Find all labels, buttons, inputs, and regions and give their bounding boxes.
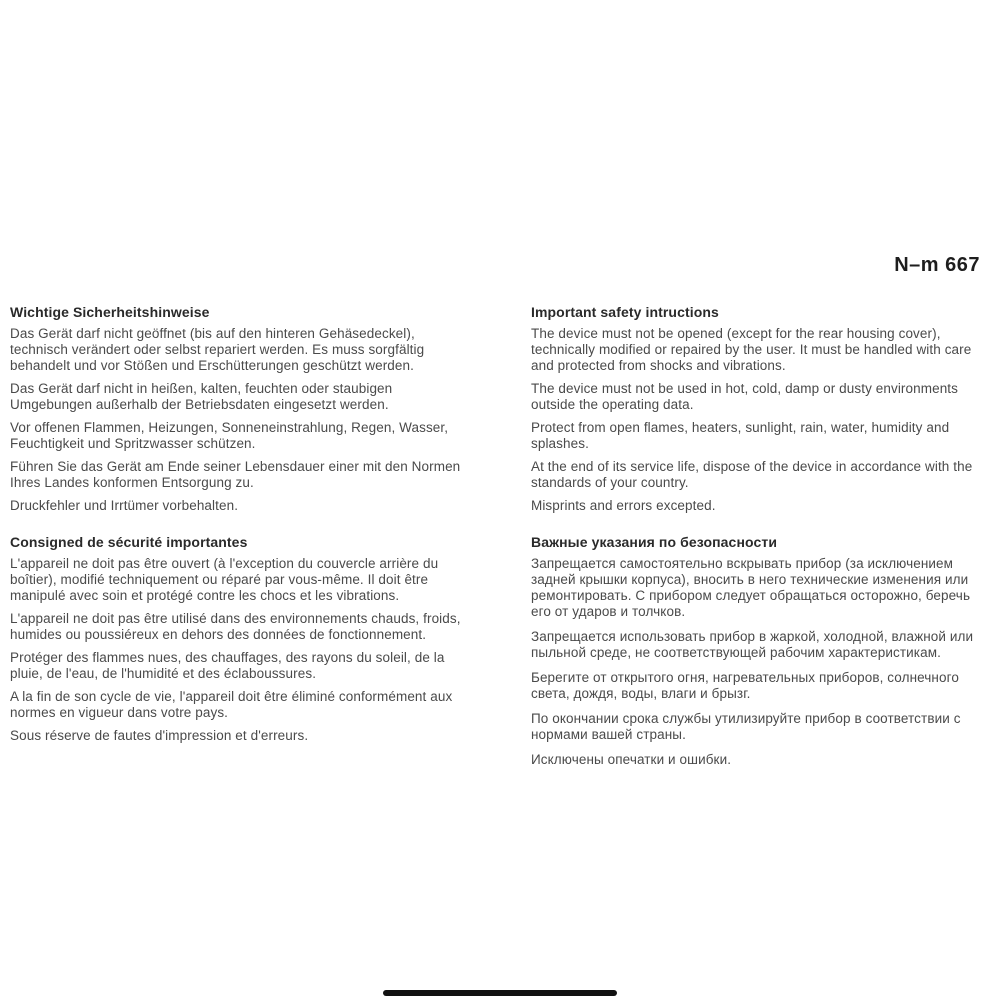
- russian-paragraph: Берегите от открытого огня, нагревательных приборов, солнечного света, дождя, воды, влаги и брызг.: [530, 670, 959, 701]
- german-paragraph: Das Gerät darf nicht geöffnet (bis auf den hinteren Gehäsedeckel), technisch verändert oder selbst repariert werden. Es muss sorgfältig behandelt und vor Stößen und Erschütterungen geschützt werden.: [10, 326, 425, 373]
- french-paragraph: Protéger des flammes nues, des chauffages, des rayons du soleil, de la pluie, de l'eau, de l'humidité et des éclaboussures.: [10, 650, 445, 681]
- section-german: [10, 304, 475, 514]
- french-paragraph: L'appareil ne doit pas être ouvert (à l'exception du couvercle arrière du boîtier), modifié techniquement ou réparé par vous-même. Il doit être manipulé avec soin et protégé contre les chocs et les vibrations.: [10, 556, 439, 603]
- english-paragraph: The device must not be opened (except for the rear housing cover), technically modified or repaired by the user. It must be handled with care and protected from shocks and vibrations.: [530, 326, 972, 373]
- russian-paragraph: По окончании срока службы утилизируйте прибор в соответствии с нормами вашей страны.: [530, 711, 961, 742]
- german-paragraph: Führen Sie das Gerät am Ende seiner Lebensdauer einer mit den Normen Ihres Landes konformen Entsorgung zu.: [10, 459, 461, 490]
- left-column: [10, 304, 475, 777]
- right-column: [531, 304, 990, 777]
- home-indicator-bar[interactable]: [383, 990, 617, 996]
- german-paragraph: Druckfehler und Irrtümer vorbehalten.: [10, 498, 239, 513]
- english-paragraph: At the end of its service life, dispose of the device in accordance with the standards of your country.: [530, 459, 973, 490]
- model-number: N–m 667: [894, 254, 980, 276]
- section-russian: [531, 534, 990, 768]
- english-section-heading: Important safety intructions: [530, 304, 719, 320]
- russian-paragraph: Исключены опечатки и ошибки.: [530, 752, 732, 767]
- french-paragraph: Sous réserve de fautes d'impression et d'erreurs.: [10, 728, 309, 743]
- french-paragraph: A la fin de son cycle de vie, l'appareil doit être éliminé conformément aux normes en vigueur dans votre pays.: [10, 689, 453, 720]
- russian-paragraph: Запрещается самостоятельно вскрывать прибор (за исключением задней крышки корпуса), вносить в него технические изменения или ремонтировать. С прибором следует обращаться осторожно, беречь его от ударов и толчков.: [530, 556, 971, 619]
- english-paragraph: Misprints and errors excepted.: [530, 498, 716, 513]
- german-paragraph: Vor offenen Flammen, Heizungen, Sonneneinstrahlung, Regen, Wasser, Feuchtigkeit und Spritzwasser schützen.: [10, 420, 449, 451]
- french-paragraph: L'appareil ne doit pas être utilisé dans des environnements chauds, froids, humides ou poussiéreux en dehors des données de fonctionnement.: [10, 611, 461, 642]
- section-english: [531, 304, 990, 514]
- english-paragraph: The device must not be used in hot, cold, damp or dusty environments outside the operating data.: [530, 381, 959, 412]
- content-columns: [10, 304, 990, 777]
- russian-section-heading: Важные указания по безопасности: [530, 534, 778, 550]
- french-section-heading: Consigned de sécurité importantes: [10, 534, 248, 550]
- english-paragraph: Protect from open flames, heaters, sunlight, rain, water, humidity and splashes.: [530, 420, 950, 451]
- german-paragraph: Das Gerät darf nicht in heißen, kalten, feuchten oder staubigen Umgebungen außerhalb der Betriebsdaten eingesetzt werden.: [10, 381, 393, 412]
- german-section-heading: Wichtige Sicherheitshinweise: [10, 304, 210, 320]
- russian-paragraph: Запрещается использовать прибор в жаркой, холодной, влажной или пыльной среде, не соответствующей рабочим характеристикам.: [530, 629, 974, 660]
- section-french: [10, 534, 475, 744]
